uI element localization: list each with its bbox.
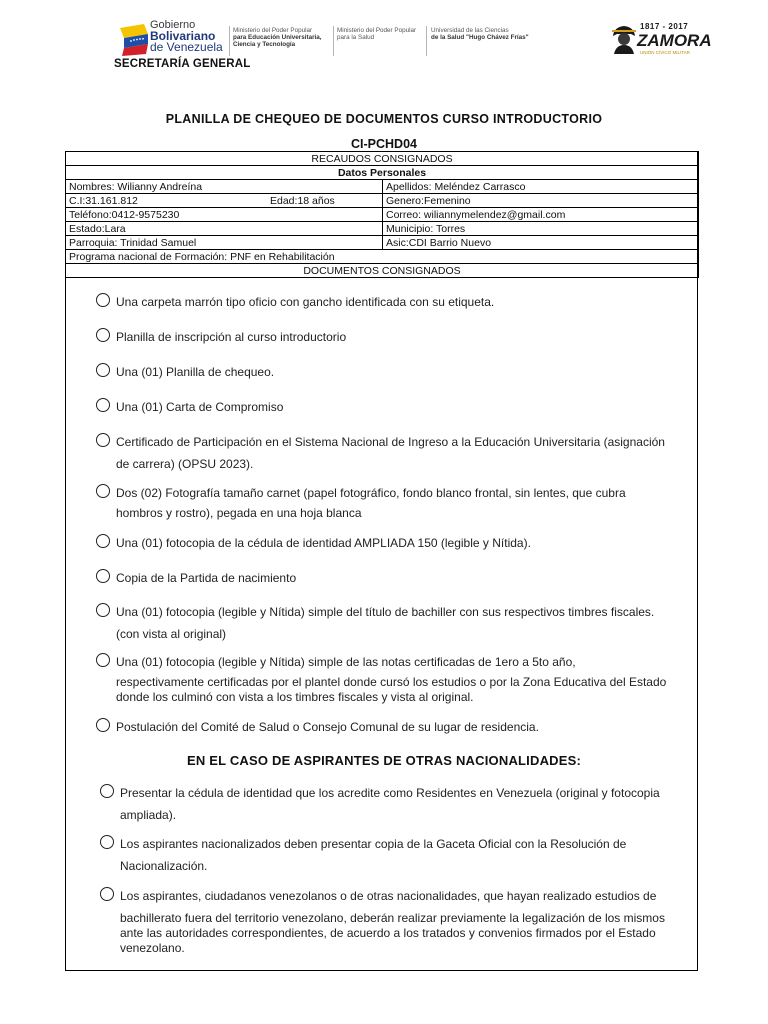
checkbox-circle[interactable] [96,653,110,667]
ministry-education [233,27,322,49]
table-row [66,236,699,250]
university-line1: Universidad de las Ciencias [431,27,509,34]
zamora-wordmark: ZAMORA [637,31,712,50]
zamora-portrait-icon [610,24,638,54]
checklist-text: Dos (02) Fotografía tamaño carnet (papel fotográfico, fondo blanco frontal, sin lentes, que cubra [116,486,626,500]
university-line2: de la Salud "Hugo Chávez Frías" [431,34,529,42]
checkbox-circle[interactable] [96,484,110,498]
header-divider [426,26,427,56]
checkbox-circle[interactable] [96,328,110,342]
table-row [66,208,699,222]
checkbox-circle[interactable] [100,784,114,798]
letterhead [0,0,768,80]
checklist-text: bachillerato fuera del territorio venezolano, deberán realizar previamente la legalización de los mismos [120,911,665,925]
zamora-years: 1817 - 2017 [640,22,689,31]
table-row [66,222,699,236]
ministry-education-line1: Ministerio del Poder Popular [233,27,313,34]
table-row [66,166,699,180]
checklist-text: Postulación del Comité de Salud o Consejo Comunal de su lugar de residencia. [116,720,539,734]
checklist-text: Los aspirantes nacionalizados deben presentar copia de la Gaceta Oficial con la Resolución de [120,837,627,851]
checkbox-circle[interactable] [96,718,110,732]
genero-cell: Genero:Femenino [383,194,699,208]
table-row [66,264,699,278]
table-row [66,250,699,264]
checklist-text: (con vista al original) [116,627,227,641]
checklist-text: Una carpeta marrón tipo oficio con gancho identificada con su etiqueta. [116,295,495,309]
checklist-text: Nacionalización. [120,859,208,873]
checklist-text: ampliada). [120,808,177,822]
checkbox-circle[interactable] [100,835,114,849]
checkbox-circle[interactable] [96,363,110,377]
header-divider [229,26,230,56]
table-row [66,180,699,194]
checklist-text: Una (01) fotocopia (legible y Nítida) simple de las notas certificadas de 1ero a 5to año, [116,655,576,669]
checklist-text: Una (01) Planilla de chequeo. [116,365,275,379]
parroquia-cell: Parroquia: Trinidad Samuel [66,236,383,250]
venezuela-flag-logo [118,22,150,56]
checkbox-circle[interactable] [96,398,110,412]
correo-cell: Correo: wiliannymelendez@gmail.com [383,208,699,222]
apellidos-cell: Apellidos: Meléndez Carrasco [383,180,699,194]
checkbox-circle[interactable] [96,293,110,307]
checkbox-circle[interactable] [96,569,110,583]
checklist-text: Presentar la cédula de identidad que los acredite como Residentes en Venezuela (original y fotocopia [120,786,660,800]
zamora-logo [610,22,712,58]
ci-edad-cell [66,194,383,208]
other-nationalities-title: EN EL CASO DE ASPIRANTES DE OTRAS NACIONALIDADES: [186,753,582,768]
programa-cell: Programa nacional de Formación: PNF en Rehabilitación [66,250,699,264]
checkbox-circle[interactable] [96,603,110,617]
zamora-subtitle: UNIÓN CÍVICO MILITAR [640,50,690,55]
ministry-education-line3: Ciencia y Tecnología [233,41,296,49]
checklist-text: hombros y rostro), pegada en una hoja blanca [116,506,362,520]
checkbox-circle[interactable] [100,887,114,901]
municipio-cell: Municipio: Torres [383,222,699,236]
table-row [66,194,699,208]
checklist-text: de carrera) (OPSU 2023). [116,457,254,471]
checklist-text: ante las autoridades correspondientes, de acuerdo a los tratados y convenios firmados por el Estado [120,926,656,940]
table-row [66,152,699,166]
ci-value: C.I:31.161.812 [69,194,138,207]
gob-line3: de Venezuela [150,40,223,54]
ministry-education-line2: para Educación Universitaria, [233,34,322,42]
gobierno-wordmark [150,20,223,53]
document-title: PLANILLA DE CHEQUEO DE DOCUMENTOS CURSO INTRODUCTORIO [165,112,603,126]
checklist-text: respectivamente certificadas por el plantel donde cursó los estudios o por la Zona Educativa del Estado [116,675,667,689]
gob-line2: Bolivariano [150,29,216,43]
university-name [431,27,529,41]
ministry-health-line2: para la Salud [337,34,375,42]
checklist-text: Una (01) fotocopia de la cédula de identidad AMPLIADA 150 (legible y Nítida). [116,536,531,550]
recaudos-header: RECAUDOS CONSIGNADOS [66,152,699,166]
secretaria-general: SECRETARÍA GENERAL [114,58,251,70]
header-divider [333,26,334,56]
checklist-text: Copia de la Partida de nacimiento [116,571,297,585]
checklist-text: Una (01) Carta de Compromiso [116,400,284,414]
estado-cell: Estado:Lara [66,222,383,236]
checklist-text: Certificado de Participación en el Sistema Nacional de Ingreso a la Educación Universitaria (asignación [116,435,665,449]
checklist-text: donde los culminó con vista a los timbres fiscales y vista al original. [116,690,474,704]
datos-personales-header: Datos Personales [66,166,699,180]
edad-value: Edad:18 años [270,194,335,207]
checklist-text: Una (01) fotocopia (legible y Nítida) simple del título de bachiller con sus respectivos timbres fiscales. [116,605,655,619]
checklist-text: venezolano. [120,941,185,955]
checkbox-circle[interactable] [96,534,110,548]
checklist-text: Planilla de inscripción al curso introductorio [116,330,347,344]
gob-line1: Gobierno [150,19,196,31]
telefono-cell: Teléfono:0412-9575230 [66,208,383,222]
asic-cell: Asic:CDI Barrio Nuevo [383,236,699,250]
personal-data-table [65,151,699,278]
documentos-header: DOCUMENTOS CONSIGNADOS [66,264,699,278]
ministry-health [337,27,416,41]
checkbox-circle[interactable] [96,433,110,447]
document-code: CI-PCHD04 [351,137,417,151]
nombres-cell: Nombres: Wilianny Andreína [66,180,383,194]
checklist-text: Los aspirantes, ciudadanos venezolanos o de otras nacionalidades, que hayan realizado estudios de [120,889,657,903]
ministry-health-line1: Ministerio del Poder Popular [337,27,417,34]
